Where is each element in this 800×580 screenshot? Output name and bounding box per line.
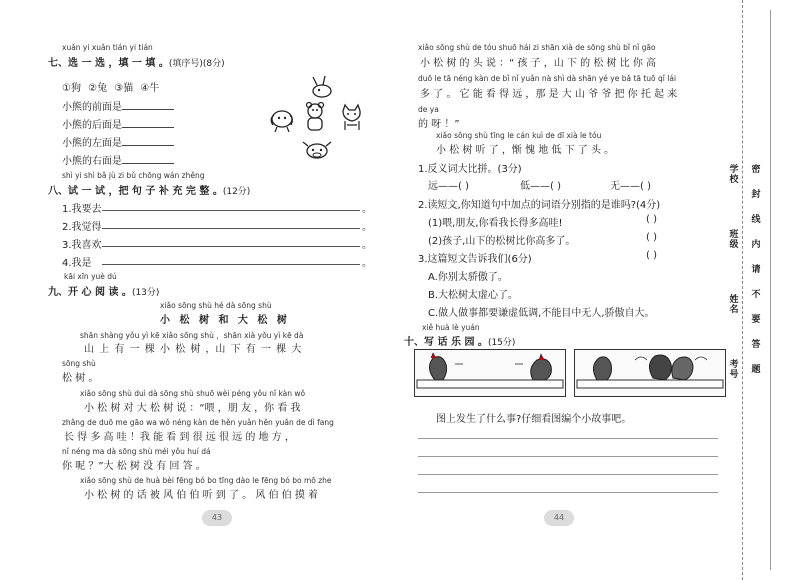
answer-line[interactable] (102, 264, 360, 265)
q7-options: ①狗 ②兔 ③猫 ④牛 (62, 83, 160, 94)
q9-1-stem: 1.反义词大比拼。(3分) (418, 164, 522, 175)
right-page (400, 0, 726, 580)
q7-title-text: 七、选 一 选 ，填 一 填 。 (48, 58, 169, 69)
antonym-3[interactable]: 无——( ) (610, 181, 651, 192)
answer-paren[interactable]: ( ) (646, 232, 657, 243)
story-line-2-pinyin: sōng shù (62, 359, 96, 368)
writing-line[interactable] (418, 492, 718, 493)
binding-strip (726, 0, 800, 580)
story-line-6-pinyin: xiǎo sōng shù de huà bèi fēng bó bo tīng dào le fēng bó bo mō zhe (80, 476, 332, 485)
answer-line[interactable] (102, 210, 360, 211)
animals-illustration (265, 75, 370, 165)
q7-item-4: 小熊的右面是 (62, 152, 174, 167)
q7-note: (填序号)(8分) (168, 59, 225, 69)
story-line-3: 小 松 树 对 大 松 树 说 ：“喂 ，朋 友 ，你 看 我 (84, 403, 301, 414)
seal-char: 线 (751, 215, 761, 225)
rabbit-icon (313, 76, 331, 97)
story-cont-2-pinyin: duō le tā néng kàn de bǐ nǐ yuǎn nà shì dà shān yé ye bǎ tā tuō qǐ lái (418, 74, 677, 83)
field-school-label: 学校 (729, 165, 739, 185)
q8-score: (12分) (222, 187, 251, 197)
answer-line[interactable] (102, 228, 360, 229)
field-id-label: 考号 (729, 360, 739, 380)
roosters-fighting-image (575, 350, 725, 396)
period: 。 (362, 240, 372, 251)
story-title-pinyin: xiǎo sōng shù hé dà sōng shù (160, 301, 272, 310)
q8-pinyin: shì yi shì bǎ jù zi bǔ chōng wán zhěng (62, 171, 205, 180)
story-cont-3-pinyin: de ya (418, 105, 439, 114)
page-number-right: 44 (544, 510, 574, 526)
seal-char: 密 (751, 165, 761, 175)
q8-title: 八、试 一 试 ，把 句 子 补 充 完 整 。(12分) (48, 186, 251, 197)
border-line (770, 10, 771, 570)
q9-pinyin: kāi xīn yuè dú (64, 272, 117, 281)
field-name-label: 姓名 (729, 295, 739, 315)
q9-score: (13分) (131, 288, 160, 298)
q7-pinyin: xuǎn yi xuǎn tián yi tián (62, 43, 153, 52)
q9-2-stem: 2.读短文,你知道句中加点的词语分别指的是谁吗?(4分) (418, 200, 661, 211)
period: 。 (362, 222, 372, 233)
bear-icon (307, 103, 324, 131)
q8-item-4: 4.我是 (62, 258, 92, 269)
story-line-1: 山 上 有 一 棵 小 松 树 ，山 下 有 一 棵 大 (84, 344, 302, 355)
q9-3-option-c[interactable]: C.做人做事都要谦虚低调,不能目中无人,骄傲自大。 (428, 308, 655, 319)
q10-prompt: 图上发生了什么事?仔细看图编个小故事吧。 (436, 414, 632, 425)
q10-title: 十、写 话 乐 园 。(15分) (404, 337, 516, 348)
writing-line[interactable] (418, 456, 718, 457)
story-cont-1-pinyin: xiǎo sōng shù de tóu shuō hái zi shān xià de sōng shù bǐ nǐ gāo (418, 43, 656, 52)
seal-char: 要 (751, 315, 761, 325)
q9-title: 九、开 心 阅 读 。(13分) (48, 287, 160, 298)
q9-3-stem: 3.这篇短文告诉我们(6分) (418, 254, 532, 265)
story-line-5-pinyin: nǐ néng ma dà sōng shù méi yǒu huí dá (62, 447, 211, 456)
writing-line[interactable] (418, 438, 718, 439)
answer-line[interactable] (102, 246, 360, 247)
story-line-5: 你 呢 ？”大 松 树 没 有 回 答 。 (62, 461, 206, 472)
q9-3-option-b[interactable]: B.大松树太虚心了。 (428, 290, 519, 301)
answer-paren[interactable]: ( ) (646, 250, 657, 261)
story-line-1-pinyin: shān shàng yǒu yì kē xiǎo sōng shù ，shān xià yǒu yì kē dà (80, 331, 304, 340)
cow-icon (303, 142, 331, 158)
comic-panel-2 (574, 349, 726, 397)
story-title: 小 松 树 和 大 松 树 (160, 315, 290, 326)
q8-item-3: 3.我喜欢 (62, 240, 102, 251)
q7-item-1: 小熊的前面是 (62, 98, 174, 113)
story-cont-4-pinyin: xiǎo sōng shù tīng le cán kuì de dī xià le tóu (436, 131, 602, 140)
q7-item-2: 小熊的后面是 (62, 116, 174, 131)
story-cont-1: 小 松 树 的 头 说 ：“ 孩 子 ，山 下 的 松 树 比 你 高 (420, 58, 657, 69)
answer-blank[interactable] (122, 101, 174, 110)
q10-score: (15分) (487, 338, 516, 348)
antonym-2[interactable]: 低——( ) (520, 181, 561, 192)
q10-pinyin: xiě huà lè yuán (422, 323, 480, 332)
seal-char: 题 (751, 365, 761, 375)
seal-char: 答 (751, 340, 761, 350)
page-number-left: 43 (202, 510, 232, 526)
q9-2-item-1: (1)喂,朋友,你看我长得多高哇! (428, 218, 563, 229)
answer-blank[interactable] (122, 155, 174, 164)
antonym-1[interactable]: 远——( ) (428, 181, 469, 192)
q7-item-3: 小熊的左面是 (62, 134, 174, 149)
q8-item-1: 1.我要去 (62, 204, 102, 215)
roosters-facing-image (415, 350, 565, 396)
answer-blank[interactable] (122, 119, 174, 128)
writing-line[interactable] (418, 474, 718, 475)
story-line-6: 小 松 树 的 话 被 风 伯 伯 听 到 了 。 风 伯 伯 摸 着 (84, 490, 319, 501)
seal-char: 内 (751, 240, 761, 250)
q8-item-2: 2.我觉得 (62, 222, 102, 233)
story-line-4-pinyin: zhǎng de duō me gāo wa wǒ néng kàn de hěn yuǎn hěn yuǎn de dì fang (62, 418, 334, 427)
seal-char: 不 (751, 290, 761, 300)
seal-char: 请 (751, 265, 761, 275)
cat-icon (343, 105, 360, 130)
seal-char: 封 (751, 190, 761, 200)
field-class-label: 班级 (729, 230, 739, 250)
story-cont-4: 小 松 树 听 了 ，惭 愧 地 低 下 了 头 。 (436, 145, 615, 156)
q7-title (48, 54, 225, 69)
story-cont-3: 的 呀 ！” (418, 119, 460, 130)
cut-line (742, 0, 743, 580)
q9-2-item-2: (2)孩子,山下的松树比你高多了。 (428, 236, 576, 247)
answer-paren[interactable]: ( ) (646, 214, 657, 225)
comic-panel-1 (414, 349, 566, 397)
q9-3-option-a[interactable]: A.你别太骄傲了。 (428, 272, 508, 283)
story-line-4: 长 得 多 高 哇 ！我 能 看 到 很 远 很 远 的 地 方 ， (64, 432, 295, 443)
dog-icon (271, 111, 292, 132)
story-cont-2: 多 了 。 它 能 看 得 远 ，那 是 大 山 爷 爷 把 你 托 起 来 (420, 89, 678, 100)
answer-blank[interactable] (122, 137, 174, 146)
period: 。 (362, 204, 372, 215)
period: 。 (362, 258, 372, 269)
story-line-2: 松 树 。 (62, 373, 99, 384)
story-line-3-pinyin: xiǎo sōng shù duì dà sōng shù shuō wèi péng yǒu nǐ kàn wǒ (80, 389, 306, 398)
